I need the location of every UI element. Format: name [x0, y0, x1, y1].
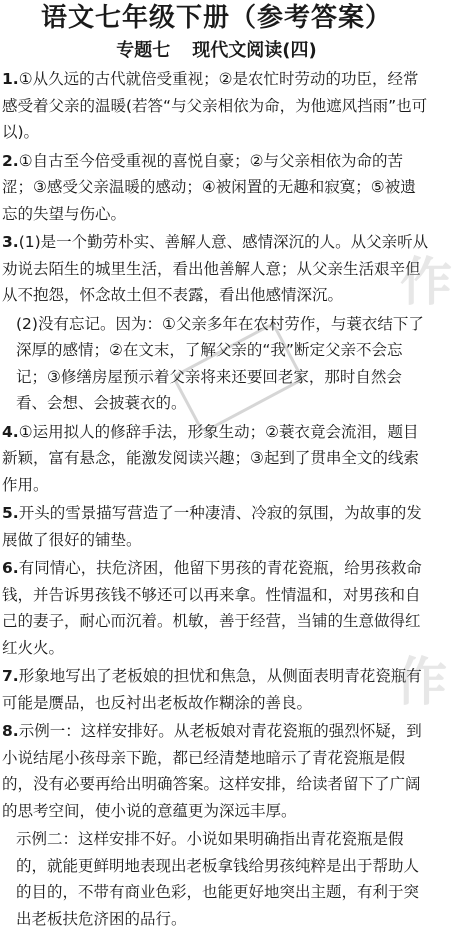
answer-item-8-example-1	[2, 718, 430, 824]
answer-number: 6.	[2, 559, 19, 577]
answer-text: 开头的雪景描写营造了一种凄清、冷寂的氛围，为故事的发展做了很好的铺垫。	[2, 504, 422, 549]
answer-number: 2.	[2, 151, 19, 170]
answer-text: 有同情心，扶危济困，他留下男孩的青花瓷瓶，给男孩救命钱，并告诉男孩钱不够还可以再来拿。性情温和，对男孩和自己的妻子，耐心而沉着。机敏，善于经营，当铺的生意做得红红火火。	[2, 559, 422, 657]
answer-number: 3.	[2, 233, 19, 251]
answer-text: (2)没有忘记。因为：①父亲多年在农村劳作，与蓑衣结下了深厚的感情；②在文末，了解父亲的“我”断定父亲不会忘记；③修缮房屋预示着父亲将来还要回老家，那时自然会看、会想、会披蓑衣的。	[16, 314, 424, 412]
watermark-glyph: 作	[395, 653, 448, 713]
answer-text: ①运用拟人的修辞手法，形象生动；②蓑衣竟会流泪，题目新颖，富有悬念，能激发阅读兴趣；③起到了贯串全文的线索作用。	[2, 422, 419, 494]
answer-item-3-part-1	[2, 229, 430, 309]
answer-list	[2, 66, 430, 934]
answer-item-1	[2, 66, 430, 146]
answer-number: 8.	[2, 722, 19, 740]
answer-number: 1.	[2, 70, 19, 88]
answer-text: 示例一：这样安排好。从老板娘对青花瓷瓶的强烈怀疑，到小说结尾小孩母亲下跪，都已经清楚地暗示了青花瓷瓶是假的，没有必要再给出明确答案。这样安排，给读者留下了广阔的思考空间，使小说的意蕴更为深远丰厚。	[2, 722, 422, 820]
answer-number: 4.	[2, 422, 19, 441]
subtitle-section: 现代文阅读(四)	[192, 40, 317, 61]
answer-item-4	[2, 419, 430, 499]
answer-item-6	[2, 555, 430, 661]
watermark-glyph: 作	[400, 253, 452, 313]
section-subtitle	[0, 38, 433, 64]
answer-text: 示例二：这样安排不好。小说如果明确指出青花瓷瓶是假的，就能更鲜明地表现出老板拿钱给男孩纯粹是出于帮助人的目的，不带有商业色彩，也能更好地突出主题，有利于突出老板扶危济困的品行。	[16, 830, 420, 928]
answer-text: ①自古至今倍受重视的喜悦自豪；②与父亲相依为命的苦涩；③感受父亲温暖的感动；④被闲置的无趣和寂寞；⑤被遗忘的失望与伤心。	[2, 151, 416, 223]
answer-text: (1)是一个勤劳朴实、善解人意、感情深沉的人。从父亲听从劝说去陌生的城里生活，看出他善解人意；从父亲生活艰辛但从不抱怨，怀念故土但不表露，看出他感情深沉。	[2, 233, 429, 304]
page-title: 语文七年级下册（参考答案）	[40, 3, 392, 33]
answer-item-3-part-2	[2, 311, 430, 417]
subtitle-topic: 专题七	[116, 40, 171, 61]
answer-number: 7.	[2, 667, 19, 685]
answer-item-2	[2, 148, 430, 228]
answer-number: 5.	[2, 504, 19, 522]
answer-text: ①从久远的古代就倍受重视；②是农忙时劳动的功臣，经常感受着父亲的温暖(若答“与父亲相依为命，为他遮风挡雨”也可以)。	[2, 70, 428, 141]
answer-item-7	[2, 663, 430, 716]
answer-text: 形象地写出了老板娘的担忧和焦急，从侧面表明青花瓷瓶有可能是赝品，也反衬出老板故作糊涂的善良。	[2, 667, 422, 712]
answer-item-8-example-2	[2, 826, 430, 932]
answer-item-5	[2, 500, 430, 553]
